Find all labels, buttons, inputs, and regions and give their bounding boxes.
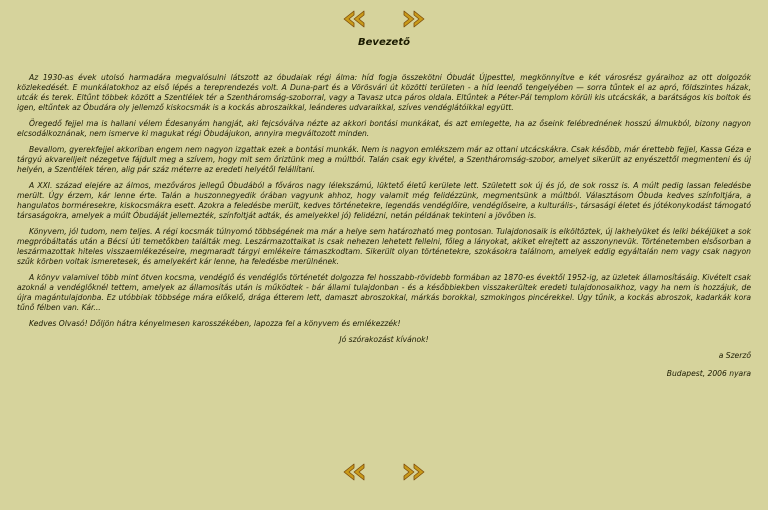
- article-body: [17, 73, 751, 387]
- paragraph: Öregedő fejjel ma is hallani vélem Édesanyám hangját, aki fejcsóválva nézte az akkori bontási munkákat, és azt emlegette, ha az őseink felébrednének hosszú álmukból, bizony nagyon elcsodálkoznának, nem ismerve ki magukat régi Óbudájukon, annyira megváltozott minden.: [17, 119, 751, 138]
- paragraph: Az 1930-as évek utolsó harmadára megvalósulni látszott az óbudaiak régi álma: híd fogja összekötni Óbudát Újpesttel, megkönnyítve e két városrész gyáraihoz az ott dolgozók közlekedését. E munkálatokhoz az első lépés a tereprendezés volt. A Duna-part és a Vörösvári út közötti területen - a híd leendő tengelyében — sorra tűntek el az apró, földszintes házak, utcák és terek. Eltűnt többek között a Szentlélek tér a Szentháromság-szoborral, vagy a Tavasz utca páros oldala. Eltűntek a Péter-Pál templom körüli kis utcácskák, a barátságos kis boltok és igen, eltűntek az Óbudára oly jellemző kiskocsmák is a kockás abroszaikkal, leánderes udvaraikkal, szíves vendéglátóikkal együtt.: [17, 73, 751, 112]
- page-title: Bevezető: [358, 37, 410, 48]
- paragraph: Bevallom, gyerekfejjel akkoriban engem nem nagyon izgattak ezek a bontási munkák. Nem is nagyon emlékszem már az ottani utcácskákra. Csak később, már érettebb fejjel, Kassa Géza e tárgyú akvarelljeit nézegetve fájdult meg a szívem, hogy mit sem őriztünk meg a múltból. Talán csak egy kivétel, a Szentháromság-szobor, amelyet sikerült az enyészettől megmenteni és új helyén, a Szentlélek téren, alig pár száz méterre az eredeti helyétől felállítani.: [17, 145, 751, 174]
- signature: a Szerző: [718, 351, 751, 360]
- paragraph: Könyvem, jól tudom, nem teljes. A régi kocsmák túlnyomó többségének ma már a helye sem határozható meg pontosan. Tulajdonosaik is elköltöztek, új lakhelyüket és lelki békéjüket a sok megpróbáltatás után a Bécsi úti temetőkben találták meg. Leszármazottaikat is csak nehezen lehetett fellelni, főleg a lányokat, akiket elrejtett az asszonynevük. Történetemben elsősorban a leszármazottak hiteles visszaemlékezéseire, megmaradt tárgyi emlékeire támaszkodtam. Sikerült olyan történetekre, szokásokra találnom, amelyek eddig egyáltalán nem vagy csak nagyon szűk körben voltak ismeretesek, és amelyekért kár lenne, ha feledésbe merülnének.: [17, 227, 751, 266]
- place-date: Budapest, 2006 nyara: [666, 369, 751, 378]
- prev-page-arrow-icon[interactable]: [342, 10, 366, 28]
- paragraph: A könyv valamivel több mint ötven kocsma, vendéglő és vendéglős történetét dolgozza fel hosszabb-rövidebb formában az 1870-es évektől 1952-ig, az üzletek államosításáig. Kivételt csak azoknál a vendéglőknél tettem, amelyek az államosítás után is működtek - bár állami tulajdonban - és a későbbiekben visszakerültek eredeti tulajdonosaikhoz, vagy ha nem is hozzájuk, de újra magántulajdonba. Ez utóbbiak többsége mára előkelő, drága étterem lett, damaszt abroszokkal, márkás borokkal, szmokingos pincérekkel. Úgy tűnik, a kockás abroszok, kadarkák kora tűnő félben van. Kár...: [17, 273, 751, 312]
- next-page-arrow-icon[interactable]: [402, 10, 426, 28]
- bottom-navigation: [0, 463, 768, 481]
- paragraph: A XXI. század elejére az álmos, mezőváros jellegű Óbudából a főváros nagy lélekszámú, lüktető életű kerülete lett. Született sok új és jó, de sok rossz is. A múlt pedig lassan feledésbe merült. Úgy érzem, kár lenne érte. Talán a huszonnegyedik órában vagyunk ahhoz, hogy valamit még felidézzünk, megmentsünk a múltból. Választásom Óbuda kedves színfoltjára, a hangulatos borméresekre, kiskocsmákra esett. Azokra a feledésbe merült, kedves történetekre, legendás vendéglőire, vendéglőseire, a kulturális-, társasági életet és jótékonykodást támogató társaságokra, amelyek a múlt Óbudáját jellemezték, színfoltját adták, és amelyekkel jó) felidézni, netán példának tekinteni a jövőben is.: [17, 181, 751, 220]
- next-page-arrow-icon[interactable]: [402, 463, 426, 481]
- closing-line: Jó szórakozást kívánok!: [339, 335, 429, 344]
- top-navigation: [0, 10, 768, 28]
- prev-page-arrow-icon[interactable]: [342, 463, 366, 481]
- paragraph: Kedves Olvasó! Dőljön hátra kényelmesen karosszékében, lapozza fel a könyvem és emlékezzék!: [29, 319, 401, 328]
